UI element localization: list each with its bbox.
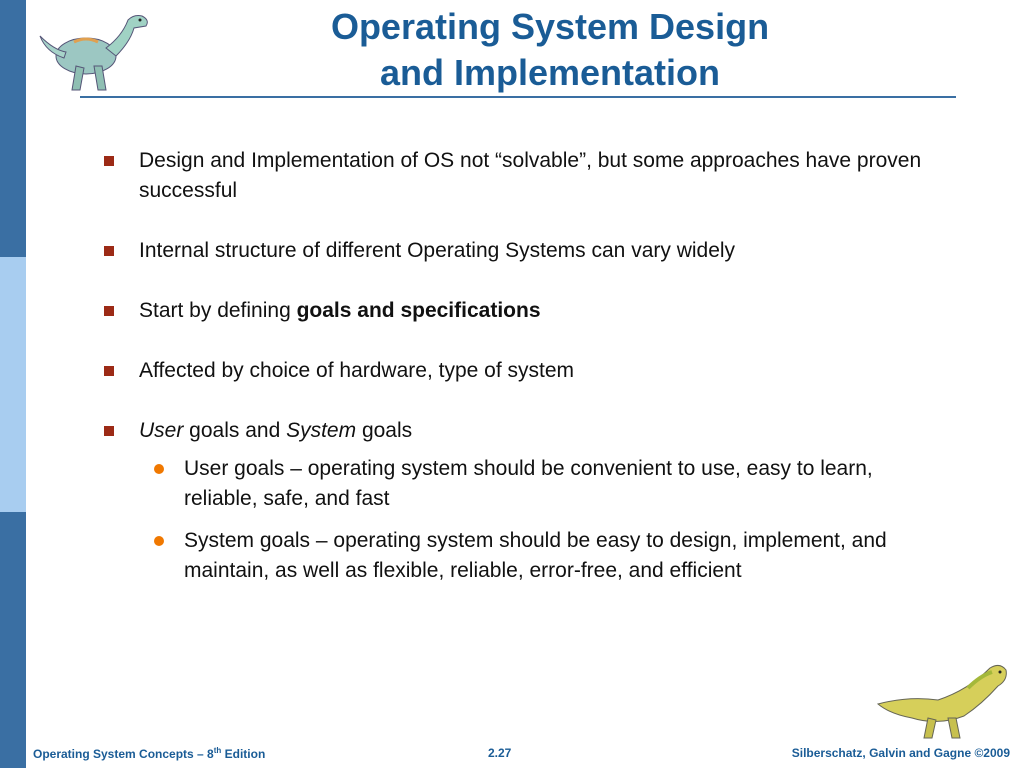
sub-bullet-text: User goals – operating system should be convenient to use, easy to learn, reliable, safe, and fast [184,457,873,510]
page-number: 2.27 [488,746,512,760]
bullet-italic-system: System [286,419,357,442]
square-bullet-icon [104,306,114,316]
dot-bullet-icon [154,536,164,546]
bullet-text: goals and [183,419,287,442]
bullet-text: Design and Implementation of OS not “solvable”, but some approaches have proven successful [139,149,922,202]
slide-content [100,146,940,598]
footer-book-title-suffix: Edition [221,747,266,761]
footer-superscript: th [213,746,222,755]
bullet-bold-text: goals and specifications [296,299,541,322]
bullet-text: goals [356,419,413,442]
sub-bullet-item [100,454,940,514]
footer-book-title [33,746,265,761]
dot-bullet-icon [154,464,164,474]
page-title [150,4,950,96]
side-bar-top [0,0,26,257]
footer-authors: Silberschatz, Galvin and Gagne ©2009 [791,746,1010,760]
dinosaur-icon [36,6,158,96]
title-line-2: and Implementation [379,52,721,93]
title-line-1: Operating System Design [330,6,770,47]
dinosaur-icon [868,660,1018,740]
bullet-item [100,236,940,266]
bullet-item [100,296,940,326]
bullet-italic-user: User [139,419,184,442]
bullet-item [100,356,940,386]
side-bar-bottom [0,512,26,768]
bullet-item [100,146,940,206]
sub-bullet-item [100,526,940,586]
square-bullet-icon [104,366,114,376]
square-bullet-icon [104,426,114,436]
bullet-item [100,416,940,446]
bullet-text: Affected by choice of hardware, type of system [139,359,575,382]
bullet-text: Internal structure of different Operating Systems can vary widely [139,239,736,262]
square-bullet-icon [104,156,114,166]
bullet-text: Start by defining [139,299,297,322]
footer-book-title-text: Operating System Concepts – 8 [33,747,214,761]
sub-bullet-text: System goals – operating system should be easy to design, implement, and maintain, as well as flexible, reliable, error-free, and efficient [184,529,887,582]
side-bar-middle [0,257,26,512]
title-divider [80,96,956,98]
square-bullet-icon [104,246,114,256]
